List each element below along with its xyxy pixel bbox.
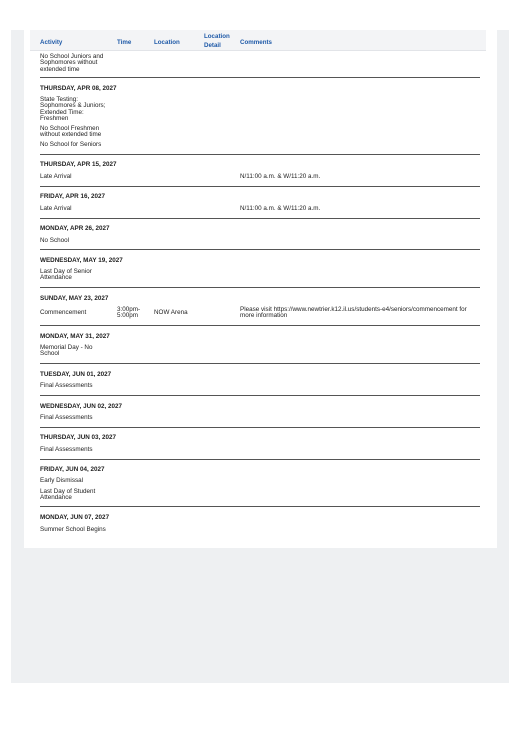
- event-activity: Early Dismissal: [40, 477, 84, 484]
- event-time: 3:00pm-5:00pm: [117, 306, 141, 320]
- event-activity: No School for Seniors: [40, 141, 102, 148]
- row-separator: [40, 459, 480, 460]
- event-activity: No School Juniors and Sophomores without extended time: [40, 53, 104, 73]
- table-header: [30, 30, 486, 51]
- event-comments: N/11:00 a.m. & W/11:20 a.m.: [240, 173, 321, 180]
- column-header-location-detail[interactable]: [204, 32, 230, 50]
- column-header-location[interactable]: Location: [154, 39, 180, 46]
- event-activity: State Testing: Sophomores & Juniors; Extended Time: Freshmen: [40, 96, 106, 123]
- row-separator: [40, 218, 480, 219]
- event-location: NOW Arena: [154, 309, 188, 316]
- row-separator: [40, 325, 480, 326]
- event-activity: Last Day of Senior Attendance: [40, 268, 92, 282]
- row-separator: [40, 77, 480, 78]
- row-separator: [40, 154, 480, 155]
- event-activity: Late Arrival: [40, 173, 72, 180]
- event-activity: Memorial Day - No School: [40, 344, 93, 358]
- row-separator: [40, 395, 480, 396]
- event-activity: No School Freshmen without extended time: [40, 125, 102, 139]
- date-heading: WEDNESDAY, MAY 19, 2027: [40, 257, 123, 264]
- date-heading: THURSDAY, JUN 03, 2027: [40, 434, 117, 441]
- date-heading: MONDAY, APR 26, 2027: [40, 225, 110, 232]
- column-header-comments[interactable]: Comments: [240, 39, 272, 46]
- event-activity: Late Arrival: [40, 205, 72, 212]
- event-comments: Please visit https://www.newtrier.k12.il.us/students-e4/seniors/commencement for more information: [240, 306, 467, 320]
- column-header-time[interactable]: Time: [117, 39, 132, 46]
- row-separator: [40, 427, 480, 428]
- event-activity: Final Assessments: [40, 446, 93, 453]
- date-heading: WEDNESDAY, JUN 02, 2027: [40, 403, 123, 410]
- row-separator: [40, 287, 480, 288]
- column-header-location-detail-line1: Location: [204, 33, 230, 40]
- date-heading: MONDAY, MAY 31, 2027: [40, 333, 110, 340]
- row-separator: [40, 363, 480, 364]
- event-activity: Final Assessments: [40, 382, 93, 389]
- date-heading: FRIDAY, APR 16, 2027: [40, 193, 105, 200]
- column-header-activity[interactable]: Activity: [40, 39, 63, 46]
- date-heading: SUNDAY, MAY 23, 2027: [40, 295, 109, 302]
- event-activity: No School: [40, 237, 70, 244]
- row-separator: [40, 186, 480, 187]
- event-activity: Summer School Begins: [40, 526, 106, 533]
- event-activity: Commencement: [40, 309, 87, 316]
- date-heading: FRIDAY, JUN 04, 2027: [40, 466, 105, 473]
- date-heading: MONDAY, JUN 07, 2027: [40, 514, 110, 521]
- row-separator: [40, 506, 480, 507]
- event-activity: Last Day of Student Attendance: [40, 488, 96, 502]
- column-header-location-detail-line2: Detail: [204, 42, 221, 49]
- date-heading: TUESDAY, JUN 01, 2027: [40, 371, 112, 378]
- event-comments: N/11:00 a.m. & W/11:20 a.m.: [240, 205, 321, 212]
- date-heading: THURSDAY, APR 15, 2027: [40, 161, 117, 168]
- event-activity: Final Assessments: [40, 414, 93, 421]
- row-separator: [40, 249, 480, 250]
- date-heading: THURSDAY, APR 08, 2027: [40, 85, 117, 92]
